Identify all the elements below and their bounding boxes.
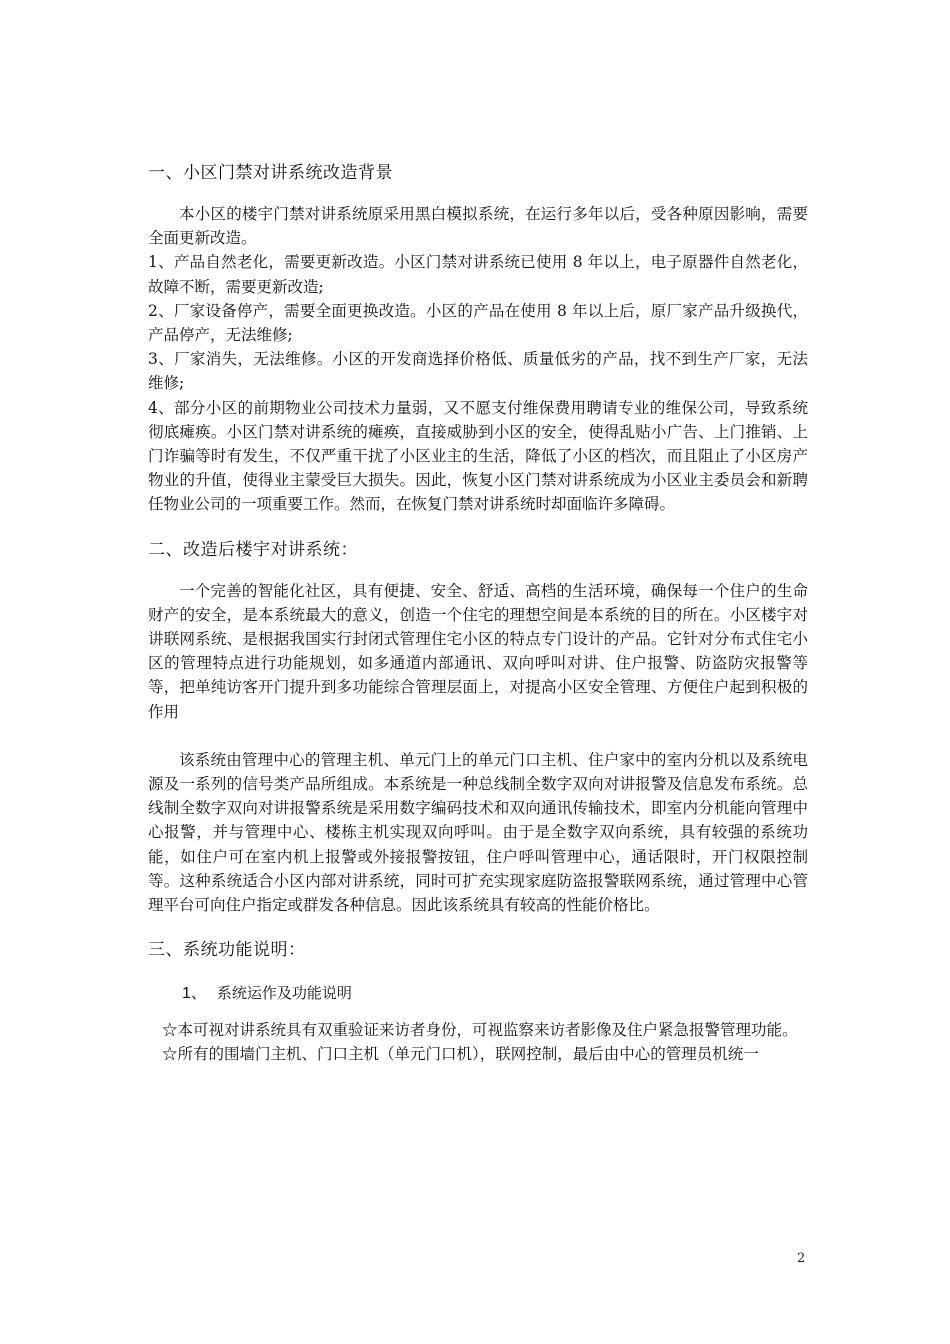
subheading-text: 系统运作及功能说明 — [216, 984, 352, 1003]
section-3-subheading — [148, 981, 808, 1006]
section-1-item-4: 4、部分小区的前期物业公司技术力量弱，又不愿支付维保费用聘请专业的维保公司，导致系统彻底瘫痪。小区门禁对讲系统的瘫痪，直接威胁到小区的安全，使得乱贴小广告、上门推销、上门诈骗等时有发生，不仅严重干扰了小区业主的生活，降低了小区的档次，而且阻止了小区房产物业的升值，使得业主蒙受巨大损失。因此，恢复小区门禁对讲系统成为小区业主委员会和新聘任物业公司的一项重要工作。然而，在恢复门禁对讲系统时却面临许多障碍。 — [148, 398, 808, 514]
section-1-item-1: 1、产品自然老化，需要更新改造。小区门禁对讲系统已使用 8 年以上，电子原器件自然老化，故障不断，需要更新改造; — [148, 253, 808, 296]
section-1-intro: 本小区的楼宇门禁对讲系统原采用黑白模拟系统，在运行多年以后，受各种原因影响，需要全面更新改造。 — [148, 205, 808, 248]
section-3-bullet-2: ☆所有的围墙门主机、门口主机（单元门口机），联网控制，最后由中心的管理员机统一 — [162, 1045, 759, 1064]
section-2-title: 二、改造后楼宇对讲系统： — [148, 539, 358, 560]
document-body — [148, 160, 808, 1067]
section-1-item-3: 3、厂家消失，无法维修。小区的开发商选择价格低、质量低劣的产品，找不到生产厂家，无法维修; — [148, 350, 808, 393]
section-3-bullet-1: ☆本可视对讲系统具有双重验证来访者身份，可视监察来访者影像及住户紧急报警管理功能。 — [162, 1021, 798, 1040]
section-1-item-2: 2、厂家设备停产，需要全面更换改造。小区的产品在使用 8 年以上后，原厂家产品升级换代，产品停产，无法维修; — [148, 301, 808, 345]
section-1-title: 一、小区门禁对讲系统改造背景 — [148, 163, 393, 183]
section-2-paragraph-2: 该系统由管理中心的管理主机、单元门上的单元门口主机、住户家中的室内分机以及系统电源及一系列的信号类产品所组成。本系统是一种总线制全数字双向对讲报警及信息发布系统。总线制全数字双向对讲报警系统是采用数字编码技术和双向通讯传输技术，即室内分机能向管理中心报警，并与管理中心、楼栋主机实现双向呼叫。由于是全数字双向系统，具有较强的系统功能，如住户可在室内机上报警或外接报警按钮，住户呼叫管理中心，通话限时，开门权限控制等。这种系统适合小区内部对讲系统，同时可扩充实现家庭防盗报警联网系统，通过管理中心管理平台可向住户指定或群发各种信息。因此该系统具有较高的性能价格比。 — [148, 750, 808, 915]
subheading-number: 1、 — [182, 985, 207, 1003]
page-number: 2 — [797, 1251, 806, 1266]
section-2-paragraph-1: 一个完善的智能化社区，具有便捷、安全、舒适、高档的生活环境，确保每一个住户的生命财产的安全，是本系统最大的意义，创造一个住宅的理想空间是本系统的目的所在。小区楼宇对讲联网系统、是根据我国实行封闭式管理住宅小区的特点专门设计的产品。它针对分布式住宅小区的管理特点进行功能规划，如多通道内部通讯、双向呼叫对讲、住户报警、防盗防灾报警等等，把单纯访客开门提升到多功能综合管理层面上，对提高小区安全管理、方便住户起到积极的作用 — [148, 581, 808, 721]
section-3-title: 三、系统功能说明： — [148, 940, 306, 961]
